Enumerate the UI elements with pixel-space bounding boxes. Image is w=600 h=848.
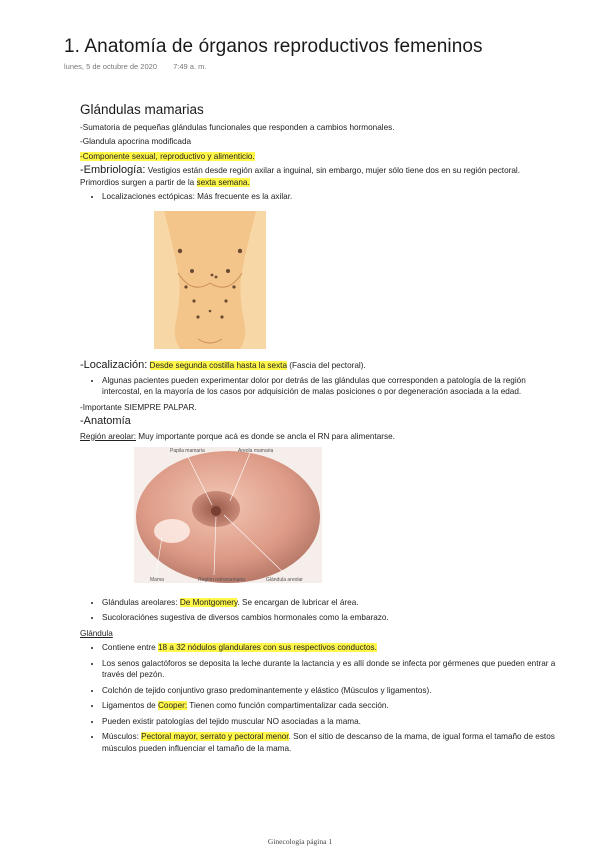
text: Tienen como función compartimentalizar cada sección.: [187, 701, 389, 710]
page-meta: [64, 62, 206, 71]
list-item: • Los senos galactóforos se deposita la leche durante la lactancia y es allí donde se infecta por gérmenes que pueden entrar a través del pezón.: [102, 658, 560, 681]
ectopic-list: [80, 191, 560, 203]
label-mama: Mama: [150, 577, 164, 583]
page-footer: Ginecología página 1: [267, 837, 333, 846]
page-time: 7:49 a. m.: [173, 62, 207, 71]
note-content: [80, 104, 560, 758]
localizacion-label: -Localización:: [80, 359, 148, 371]
label-glandula-areolar: Glándula areolar: [266, 577, 303, 583]
list-item: • Pueden existir patologías del tejido muscular NO asociadas a la mama.: [102, 716, 560, 728]
text: Glándulas areolares:: [102, 597, 180, 607]
text: . Se encargan de lubricar el área.: [237, 597, 359, 607]
areolar-paragraph: [80, 431, 560, 443]
label-retromamaria: Región retromamaria: [198, 577, 245, 583]
areolar-text: Muy importante porque acá es donde se ancla el RN para alimentarse.: [135, 431, 395, 441]
localizacion-text: (Fascia del pectoral).: [287, 361, 366, 370]
section-heading: Glándulas mamarias: [80, 102, 204, 117]
list-item: [102, 700, 560, 712]
highlight: sexta semana.: [196, 177, 250, 187]
text-line-highlight: [80, 151, 560, 163]
page-title: 1. Anatomía de órganos reproductivos femeninos: [64, 36, 483, 57]
page-date: lunes, 5 de octubre de 2020: [64, 62, 157, 71]
embriologia-label: -Embriología:: [80, 164, 146, 176]
list-item: • Algunas pacientes pueden experimentar dolor por detrás de las glándulas que corresponden a patología de la región intercostal, en la mayoría de los casos por adquisición de malas posiciones o por degeneración asociada a la edad.: [102, 375, 560, 398]
torso-milk-line-figure: [154, 211, 266, 349]
embriologia-paragraph: [80, 165, 560, 188]
list-item: [102, 597, 560, 609]
highlight: -Componente sexual, reproductivo y alimenticio.: [80, 151, 255, 161]
list-item: [102, 191, 560, 203]
glandula-list: [80, 642, 560, 754]
localizacion-list: [80, 375, 560, 398]
ectopic-label: Localizaciones ectópicas:: [102, 192, 195, 201]
highlight: Desde segunda costilla hasta la sexta: [149, 361, 287, 370]
anatomia-heading: -Anatomía: [80, 415, 131, 427]
list-item: [102, 642, 560, 654]
areolar-label: Región areolar:: [80, 431, 136, 441]
ectopic-text: Más frecuente es la axilar.: [194, 192, 293, 201]
highlight: De Montgomery: [179, 597, 238, 607]
label-papila: Papila mamaria: [170, 448, 205, 454]
list-item: [102, 731, 560, 754]
glandula-heading: Glándula: [80, 628, 113, 638]
list-item: • Colchón de tejido conjuntivo graso predominantemente y elástico (Músculos y ligamentos).: [102, 685, 560, 697]
text-line: -Glandula apocrina modificada: [80, 137, 192, 146]
text: Músculos:: [102, 732, 142, 741]
text: . Son el sitio de descanso de la mama, de igual forma el tamaño de estos músculos pueden influenciar el tamaño de la mama.: [102, 732, 555, 753]
text-line: -Sumatoria de pequeñas glándulas funcionales que responden a cambios hormonales.: [80, 122, 395, 132]
areola-figure: [134, 447, 322, 583]
highlight: 18 a 32 nódulos glandulares con sus respectivos conductos.: [158, 643, 377, 652]
list-item: • Sucoloraciónes sugestiva de diversos cambios hormonales como la embarazo.: [102, 612, 560, 624]
text: Contiene entre: [102, 643, 158, 652]
text: Ligamentos de: [102, 701, 158, 710]
highlight: Pectoral mayor, serrato y pectoral menor: [141, 732, 289, 741]
highlight: Cooper:: [158, 701, 188, 710]
localizacion-paragraph: [80, 360, 560, 372]
text-line: -Importante SIEMPRE PALPAR.: [80, 402, 197, 412]
areolar-list: [80, 597, 560, 624]
label-areola: Areola mamaria: [238, 448, 274, 454]
embriologia-text: Vestigios están desde región axilar a inguinal, sin embargo, mujer sólo tiene dos en su región pectoral. Primordios surgen a partir de la: [80, 166, 520, 187]
